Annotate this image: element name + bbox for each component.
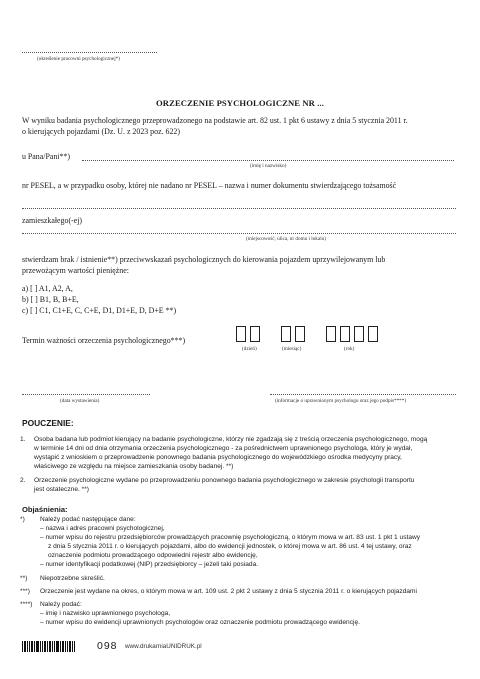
note-3-line-1: Orzeczenie jest wydane na okres, o którym mowa w art. 109 ust. 2 pkt 2 ustawy z dnia 5 stycznia 2011 r. o kierujących pojazdami [40,588,417,595]
pouczenie-2-line-2: jest ostateczne. **) [34,486,89,493]
category-b[interactable]: b) [ ] B1, B, B+E, [22,295,79,304]
note-4-line-1: Należy podać: [40,601,82,608]
year-hint: (rok) [344,346,355,352]
barcode [22,641,76,652]
year-digit-2-box[interactable] [340,326,350,342]
objasnienia-heading: Objaśnienia: [22,505,68,514]
note-1-line-4: z dnia 5 stycznia 2011 r. o kierujących pojazdami, albo do ewidencji jednostek, o której mowa w art. 86 ust. 4 tej ustawy, oraz [48,543,412,550]
note-1-mark: *) [20,516,25,523]
note-2-line-1: Niepotrzebne skreślić. [40,575,105,582]
address-hint: (miejscowość, ulica, nr domu i lokalu) [246,236,326,242]
note-1-line-6: – numer identyfikacji podatkowej (NIP) przedsiębiorcy – jeżeli taki posiada. [40,561,259,568]
pouczenie-1-line-2: w terminie 14 dni od dnia otrzymania orzeczenia psychologicznego - za pośrednictwem uprawnionego psychologa, który je wydał, [34,445,413,452]
unit-hint: (określenie pracowni psychologicznej*) [37,56,120,62]
psychologist-hint: (informacje o uprawnionym psychologu oraz jego podpis****) [275,398,407,404]
month-digit-1-box[interactable] [281,326,291,342]
note-4-mark: ****) [20,601,33,608]
psychologist-signature-field[interactable] [270,394,456,395]
person-hint: (imię i nazwisko) [250,163,287,169]
address-field[interactable] [22,233,456,234]
note-1-line-1: Należy podać następujące dane: [40,516,136,523]
validity-label: Termin ważności orzeczenia psychologicznego***) [22,336,186,345]
intro-line-2: o kierujących pojazdami (Dz. U. z 2023 poz. 622) [22,127,180,136]
intro-line-1: W wyniku badania psychologicznego przeprowadzonego na podstawie art. 82 ust. 1 pkt 6 ustawy z dnia 5 stycznia 2011 r. [22,116,408,125]
statement-line-2: przewożącym wartości pieniężne: [22,266,129,275]
year-digit-3-box[interactable] [354,326,364,342]
pouczenie-2-number: 2. [20,477,26,484]
category-a[interactable]: a) [ ] A1, A2, A, [22,284,73,293]
day-hint: (dzień) [242,346,257,352]
note-4-line-3: – numer wpisu do ewidencji uprawnionych psychologów oraz oznaczenie podmiotu prowadzącego ewidencję. [40,619,360,626]
pouczenie-2-line-1: Orzeczenie psychologiczne wydane po przeprowadzeniu ponownego badania psychologicznego w zakresie psychologii transportu [34,477,415,484]
form-number: 098 [97,640,118,652]
unit-line [22,52,157,53]
pouczenie-1-line-3: wystąpić z wnioskiem o przeprowadzenie ponownego badania psychologicznego do wojewódzkiego ośrodka medycyny pracy, [34,454,402,461]
note-1-line-5: oznaczenie podmiotu prowadzącego odpowiedni rejestr albo ewidencję, [48,552,258,559]
person-label: u Pana/Pani**) [22,152,70,161]
address-label: zamieszkałego(-ej) [22,216,83,225]
pouczenie-1-line-4: właściwego ze względu na miejsce zamieszkania osoby badanej. **) [34,463,234,470]
note-2-mark: **) [20,575,28,582]
pouczenie-1-line-1: Osoba badana lub podmiot kierujący na badanie psychologiczne, którzy nie zgadzają się z treścią orzeczenia psychologicznego, mogą [34,436,428,443]
year-digit-1-box[interactable] [326,326,336,342]
person-field[interactable] [82,160,454,161]
statement-line-1: stwierdzam brak / istnienie**) przeciwwskazań psychologicznych do kierowania pojazdem uprzywilejowanym lub [22,255,386,264]
pouczenie-1-number: 1. [20,436,26,443]
month-digit-2-box[interactable] [295,326,305,342]
year-digit-4-box[interactable] [368,326,378,342]
pesel-field[interactable] [22,208,456,209]
day-digit-2-box[interactable] [250,326,260,342]
category-c[interactable]: c) [ ] C1, C1+E, C, C+E, D1, D1+E, D, D+E **) [22,306,177,315]
issue-date-field[interactable] [22,394,150,395]
pouczenie-heading: POUCZENIE: [22,418,74,428]
month-hint: (miesiąc) [282,346,302,352]
pesel-label: nr PESEL, a w przypadku osoby, której nie nadano nr PESEL – nazwa i numer dokumentu stwierdzającego tożsamość [22,181,397,190]
printer-website: www.drukarniaUNIDRUK.pl [125,643,202,650]
note-4-line-2: – imię i nazwisko uprawnionego psychologa, [40,610,171,617]
issue-date-hint: (data wystawienia) [60,398,100,404]
note-1-line-2: – nazwa i adres pracowni psychologicznej, [40,525,165,532]
note-3-mark: ***) [20,588,30,595]
day-digit-1-box[interactable] [236,326,246,342]
document-title: ORZECZENIE PSYCHOLOGICZNE NR ... [156,98,324,108]
note-1-line-3: – numer wpisu do rejestru przedsiębiorców prowadzących pracownię psychologiczną, o którym mowa w art. 83 ust. 1 pkt 1 ustawy [40,534,421,541]
